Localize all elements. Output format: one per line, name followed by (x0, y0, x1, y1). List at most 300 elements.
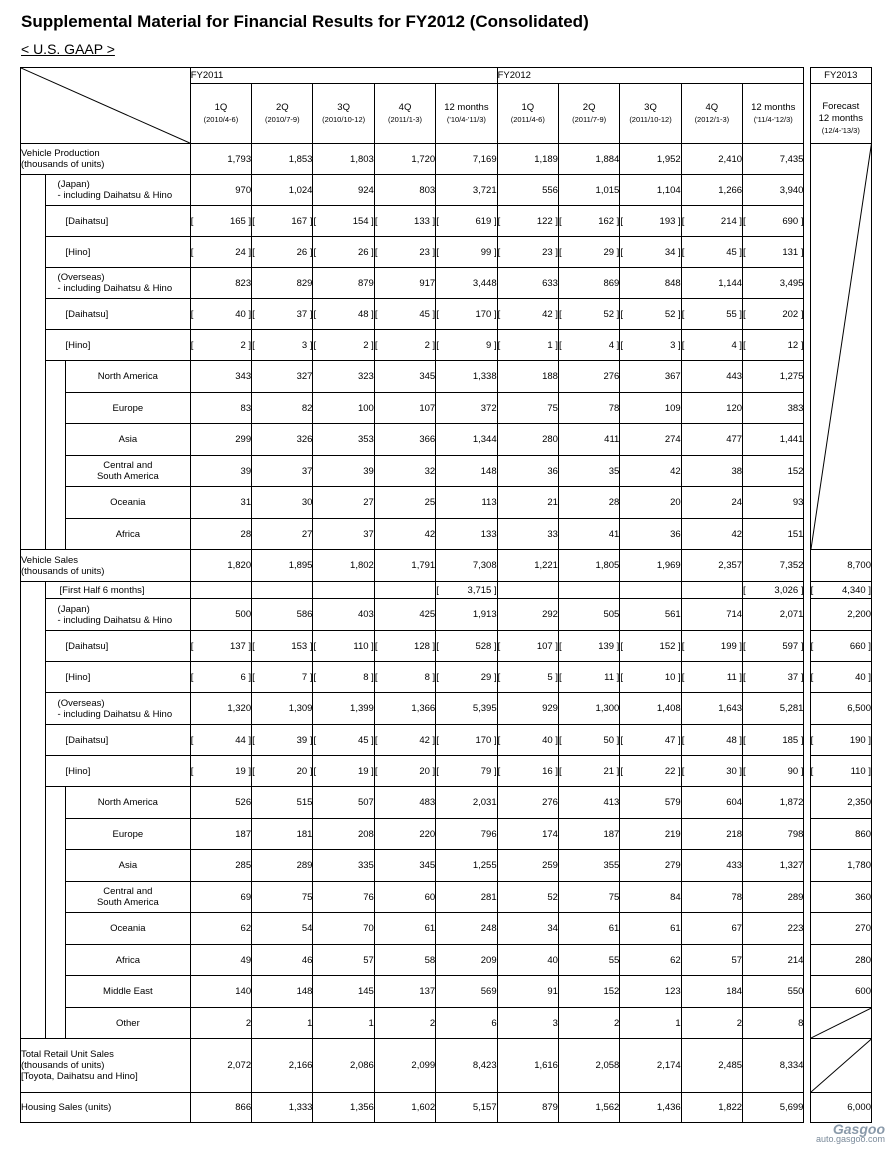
value-cell: 372 (436, 393, 497, 424)
bracket-open: [ (190, 339, 194, 351)
row-label: Other (65, 1008, 190, 1039)
value-cell: 714 (681, 599, 742, 631)
bracket-open: [ (497, 308, 501, 320)
bracket-close: ] (614, 339, 620, 351)
value-cell (190, 582, 251, 599)
bracket-close: ] (368, 215, 374, 227)
bracket-open: [ (743, 339, 746, 351)
value-cell (252, 582, 313, 599)
bracket-value (375, 216, 435, 227)
value-cell (497, 662, 558, 693)
bracket-value (620, 672, 680, 683)
value-cell: 1,913 (436, 599, 497, 631)
value-cell: 41 (558, 519, 619, 550)
bracket-close: ] (675, 308, 681, 320)
bracket-value (191, 247, 251, 258)
value-cell (743, 582, 804, 599)
header-col-3 (374, 84, 435, 144)
value-cell: 91 (497, 976, 558, 1008)
bracket-open: [ (558, 246, 562, 258)
header-quarter: 3Q (644, 101, 657, 113)
value-cell: 413 (558, 787, 619, 819)
value-cell: 411 (558, 424, 619, 456)
bracket-close: ] (429, 671, 436, 683)
value-cell (743, 631, 804, 662)
bracket-open: [ (620, 671, 623, 683)
bracket-close: ] (736, 246, 743, 258)
bracket-inner (603, 247, 619, 258)
value-cell: 25 (374, 487, 435, 519)
bracket-close: ] (552, 640, 558, 652)
value-cell: 2,357 (681, 550, 742, 582)
value-cell: 32 (374, 456, 435, 487)
bracket-num: 30 (726, 765, 737, 777)
bracket-inner (425, 672, 436, 683)
bracket-open: [ (497, 339, 501, 351)
value-cell: 276 (558, 361, 619, 393)
bracket-inner (419, 247, 435, 258)
bracket-num: 185 (782, 734, 799, 746)
bracket-open: [ (743, 584, 746, 596)
forecast-diagonal-line (811, 1039, 871, 1092)
bracket-open: [ (743, 640, 746, 652)
bracket-close: ] (491, 339, 497, 351)
bracket-num: 20 (296, 765, 308, 777)
bracket-num: 170 (475, 734, 492, 746)
bracket-inner (481, 672, 497, 683)
value-cell: 345 (374, 850, 435, 882)
value-cell: 187 (558, 819, 619, 850)
value-cell (190, 299, 251, 330)
header-period: (2011/10-12) (629, 114, 672, 124)
bracket-value (191, 641, 251, 652)
bracket-open: [ (810, 640, 814, 652)
value-cell: 327 (252, 361, 313, 393)
value-cell (681, 631, 742, 662)
value-cell: 82 (252, 393, 313, 424)
indent-cell-inner (45, 361, 65, 550)
bracket-num: 133 (414, 215, 430, 227)
value-cell (436, 299, 497, 330)
value-cell: 107 (374, 393, 435, 424)
value-cell: 433 (681, 850, 742, 882)
bracket-value (682, 766, 742, 777)
value-cell: 75 (558, 882, 619, 913)
bracket-num: 48 (357, 308, 369, 320)
value-cell: 1 (252, 1008, 313, 1039)
value-cell: 1,643 (681, 693, 742, 725)
value-cell: 120 (681, 393, 742, 424)
value-cell (620, 725, 681, 756)
table-row-vs-h1 (21, 582, 872, 599)
value-cell: 184 (681, 976, 742, 1008)
value-cell: 1,793 (190, 144, 251, 175)
value-cell: 28 (558, 487, 619, 519)
value-cell: 61 (620, 913, 681, 945)
bracket-value (498, 340, 558, 351)
value-cell: 280 (497, 424, 558, 456)
value-cell: 1,309 (252, 693, 313, 725)
bracket-inner (241, 340, 252, 351)
value-cell (743, 756, 804, 787)
table-row-vp (21, 144, 872, 175)
bracket-value (559, 766, 619, 777)
bracket-value (436, 735, 496, 746)
table-row-hs (21, 1093, 872, 1123)
value-cell: 100 (313, 393, 374, 424)
value-cell: 218 (681, 819, 742, 850)
bracket-num: 19 (235, 765, 246, 777)
bracket-num: 52 (603, 308, 615, 320)
bracket-close: ] (675, 765, 681, 777)
bracket-value (811, 672, 871, 683)
value-cell: 5,699 (743, 1093, 804, 1123)
value-cell: 61 (558, 913, 619, 945)
bracket-open: [ (436, 339, 439, 351)
bracket-inner (851, 766, 871, 777)
bracket-num: 122 (536, 215, 553, 227)
value-cell: 109 (620, 393, 681, 424)
bracket-inner (782, 247, 803, 258)
value-cell (436, 662, 497, 693)
value-cell: 8,423 (436, 1039, 497, 1093)
bracket-close: ] (245, 246, 252, 258)
bracket-close: ] (307, 765, 313, 777)
value-cell: 36 (620, 519, 681, 550)
value-cell (436, 631, 497, 662)
bracket-inner (604, 672, 619, 683)
bracket-close: ] (865, 584, 871, 596)
value-cell: 483 (374, 787, 435, 819)
value-cell (620, 237, 681, 268)
bracket-open: [ (190, 640, 194, 652)
value-cell: 1,327 (743, 850, 804, 882)
value-cell: 6 (436, 1008, 497, 1039)
value-cell: 869 (558, 268, 619, 299)
value-cell: 299 (190, 424, 251, 456)
bracket-value (498, 735, 558, 746)
bracket-close: ] (491, 308, 497, 320)
bracket-value (436, 340, 496, 351)
value-cell: 1,952 (620, 144, 681, 175)
bracket-inner (542, 766, 558, 777)
forecast-cell: 280 (810, 945, 871, 976)
bracket-close: ] (798, 308, 804, 320)
value-cell: 1,822 (681, 1093, 742, 1123)
value-cell: 1,562 (558, 1093, 619, 1123)
bracket-value (811, 735, 871, 746)
value-cell: 2,174 (620, 1039, 681, 1093)
value-cell: 1,616 (497, 1039, 558, 1093)
header-col-6 (558, 84, 619, 144)
bracket-inner (297, 735, 313, 746)
bracket-close: ] (865, 734, 871, 746)
bracket-open: [ (743, 765, 746, 777)
bracket-close: ] (368, 308, 374, 320)
bracket-inner (842, 585, 871, 596)
bracket-inner (235, 309, 251, 320)
value-cell (190, 662, 251, 693)
bracket-inner (665, 766, 681, 777)
forecast-cell: 6,500 (810, 693, 871, 725)
bracket-value (682, 340, 742, 351)
bracket-close: ] (368, 339, 374, 351)
bracket-close: ] (429, 640, 436, 652)
bracket-close: ] (798, 246, 804, 258)
header-col-0 (190, 84, 251, 144)
financial-table (20, 67, 872, 1123)
bracket-value (191, 309, 251, 320)
bracket-close: ] (368, 765, 374, 777)
table-row-vp-jp (21, 175, 872, 206)
value-cell: 78 (681, 882, 742, 913)
value-cell: 2 (681, 1008, 742, 1039)
value-cell: 27 (252, 519, 313, 550)
bracket-open: [ (743, 246, 746, 258)
value-cell: 1,602 (374, 1093, 435, 1123)
row-label: Europe (65, 819, 190, 850)
value-cell: 248 (436, 913, 497, 945)
value-cell: 355 (558, 850, 619, 882)
bracket-close: ] (552, 339, 558, 351)
value-cell: 803 (374, 175, 435, 206)
value-cell: 1,221 (497, 550, 558, 582)
bracket-num: 199 (720, 640, 737, 652)
value-cell: 289 (252, 850, 313, 882)
bracket-close: ] (245, 671, 252, 683)
bracket-num: 37 (296, 308, 308, 320)
value-cell: 2 (190, 1008, 251, 1039)
bracket-num: 45 (726, 246, 737, 258)
bracket-num: 23 (542, 246, 553, 258)
value-cell: 443 (681, 361, 742, 393)
value-cell: 133 (436, 519, 497, 550)
value-cell (497, 330, 558, 361)
bracket-value (682, 216, 742, 227)
value-cell: 40 (497, 945, 558, 976)
forecast-cell: 2,350 (810, 787, 871, 819)
value-cell: 20 (620, 487, 681, 519)
bracket-close: ] (491, 584, 497, 596)
row-label: Vehicle Sales (thousands of units) (21, 550, 191, 582)
value-cell: 1,333 (252, 1093, 313, 1123)
bracket-open: [ (558, 765, 562, 777)
bracket-close: ] (245, 640, 252, 652)
bracket-open: [ (497, 640, 501, 652)
bracket-value (313, 641, 373, 652)
bracket-num: 19 (357, 765, 369, 777)
value-cell: 62 (190, 913, 251, 945)
bracket-num: 11 (604, 671, 615, 683)
table-row-vp-oc (21, 487, 872, 519)
bracket-inner (297, 309, 313, 320)
value-cell: 345 (374, 361, 435, 393)
value-cell (681, 582, 742, 599)
value-cell: 5,281 (743, 693, 804, 725)
value-cell: 219 (620, 819, 681, 850)
value-cell: 27 (313, 487, 374, 519)
bracket-num: 5 (547, 671, 553, 683)
bracket-num: 7 (301, 671, 308, 683)
value-cell: 1,436 (620, 1093, 681, 1123)
header-period: (2010/10-12) (322, 114, 366, 124)
bracket-close: ] (368, 640, 374, 652)
bracket-num: 48 (726, 734, 737, 746)
header-quarter: 12 months (751, 101, 796, 113)
bracket-num: 110 (850, 765, 866, 777)
value-cell: 148 (436, 456, 497, 487)
bracket-inner (782, 641, 803, 652)
value-cell (558, 330, 619, 361)
value-cell: 500 (190, 599, 251, 631)
bracket-close: ] (798, 671, 804, 683)
bracket-inner (609, 340, 620, 351)
bracket-value (811, 766, 871, 777)
value-cell: 1,805 (558, 550, 619, 582)
value-cell: 84 (620, 882, 681, 913)
table-row-vs-ov-h (21, 756, 872, 787)
bracket-open: [ (681, 671, 685, 683)
bracket-open: [ (252, 640, 255, 652)
value-cell (681, 206, 742, 237)
bracket-open: [ (313, 246, 317, 258)
header-row-year (21, 68, 872, 84)
table-row-vs-me (21, 976, 872, 1008)
value-cell: 55 (558, 945, 619, 976)
forecast-cell: 2,200 (810, 599, 871, 631)
value-cell: 2,031 (436, 787, 497, 819)
value-cell: 2,410 (681, 144, 742, 175)
bracket-close: ] (368, 246, 374, 258)
value-cell: 70 (313, 913, 374, 945)
bracket-inner (721, 641, 742, 652)
header-quarter: 1Q (214, 101, 228, 113)
row-label: Total Retail Unit Sales (thousands of units) [Toyota, Daihatsu and Hino] (21, 1039, 191, 1093)
header-col-9 (743, 84, 804, 144)
value-cell: 879 (497, 1093, 558, 1123)
value-cell: 1 (313, 1008, 374, 1039)
bracket-inner (230, 216, 251, 227)
header-quarter: 3Q (337, 101, 350, 113)
bracket-open: [ (558, 308, 562, 320)
value-cell: 917 (374, 268, 435, 299)
bracket-inner (235, 247, 251, 258)
bracket-open: [ (374, 765, 378, 777)
value-cell: 1,320 (190, 693, 251, 725)
value-cell: 335 (313, 850, 374, 882)
value-cell (252, 237, 313, 268)
indent-cell (21, 582, 46, 1039)
table-row-vs-ov (21, 693, 872, 725)
value-cell: 30 (252, 487, 313, 519)
value-cell: 1,300 (558, 693, 619, 725)
bracket-close: ] (245, 734, 252, 746)
bracket-close: ] (429, 339, 436, 351)
value-cell: 49 (190, 945, 251, 976)
value-cell: 151 (743, 519, 804, 550)
row-label: [Hino] (45, 237, 190, 268)
value-cell: 1,024 (252, 175, 313, 206)
bracket-num: 170 (475, 308, 492, 320)
row-label: Oceania (65, 913, 190, 945)
bracket-value (436, 216, 496, 227)
row-label: Vehicle Production (thousands of units) (21, 144, 191, 175)
bracket-value (375, 766, 435, 777)
bracket-close: ] (429, 308, 436, 320)
forecast-cell (810, 582, 871, 599)
row-label: [Hino] (45, 330, 190, 361)
watermark-site: auto.gasgoo.com (815, 1134, 885, 1144)
bracket-inner (670, 340, 681, 351)
table-row-vs (21, 550, 872, 582)
bracket-value (682, 735, 742, 746)
bracket-value (743, 216, 803, 227)
value-cell: 1,408 (620, 693, 681, 725)
value-cell: 188 (497, 361, 558, 393)
value-cell (436, 756, 497, 787)
value-cell: 8 (743, 1008, 804, 1039)
bracket-open: [ (558, 215, 562, 227)
bracket-num: 2 (240, 339, 246, 351)
bracket-open: [ (252, 734, 255, 746)
forecast-cell (810, 662, 871, 693)
bracket-value (436, 641, 496, 652)
value-cell (252, 330, 313, 361)
value-cell: 526 (190, 787, 251, 819)
bracket-value (498, 216, 558, 227)
bracket-inner (425, 340, 436, 351)
bracket-num: 4,340 (841, 584, 866, 596)
header-period: (2010/4-6) (203, 114, 239, 124)
bracket-value (313, 735, 373, 746)
value-cell: 61 (374, 913, 435, 945)
forecast-empty-cell (810, 1039, 871, 1093)
value-cell: 353 (313, 424, 374, 456)
bracket-value (620, 340, 680, 351)
header-quarter: 12 months (444, 101, 489, 113)
bracket-num: 193 (659, 215, 676, 227)
bracket-open: [ (681, 765, 685, 777)
bracket-open: [ (313, 215, 317, 227)
bracket-num: 165 (229, 215, 246, 227)
value-cell: 67 (681, 913, 742, 945)
bracket-open: [ (436, 765, 439, 777)
bracket-num: 690 (782, 215, 799, 227)
bracket-open: [ (620, 640, 623, 652)
value-cell: 1,820 (190, 550, 251, 582)
value-cell: 550 (743, 976, 804, 1008)
bracket-open: [ (743, 215, 746, 227)
value-cell: 829 (252, 268, 313, 299)
bracket-inner (726, 735, 742, 746)
value-cell (374, 582, 435, 599)
bracket-value (743, 766, 803, 777)
bracket-close: ] (307, 339, 313, 351)
row-label: Asia (65, 850, 190, 882)
table-row-vp-ov (21, 268, 872, 299)
bracket-open: [ (681, 308, 685, 320)
bracket-open: [ (620, 339, 623, 351)
bracket-inner (419, 309, 435, 320)
bracket-num: 9 (486, 339, 492, 351)
value-cell: 579 (620, 787, 681, 819)
bracket-num: 3 (670, 339, 676, 351)
bracket-inner (353, 216, 374, 227)
value-cell (190, 725, 251, 756)
value-cell (252, 662, 313, 693)
header-period: (2012/1-3) (694, 114, 730, 124)
bracket-num: 1 (547, 339, 553, 351)
